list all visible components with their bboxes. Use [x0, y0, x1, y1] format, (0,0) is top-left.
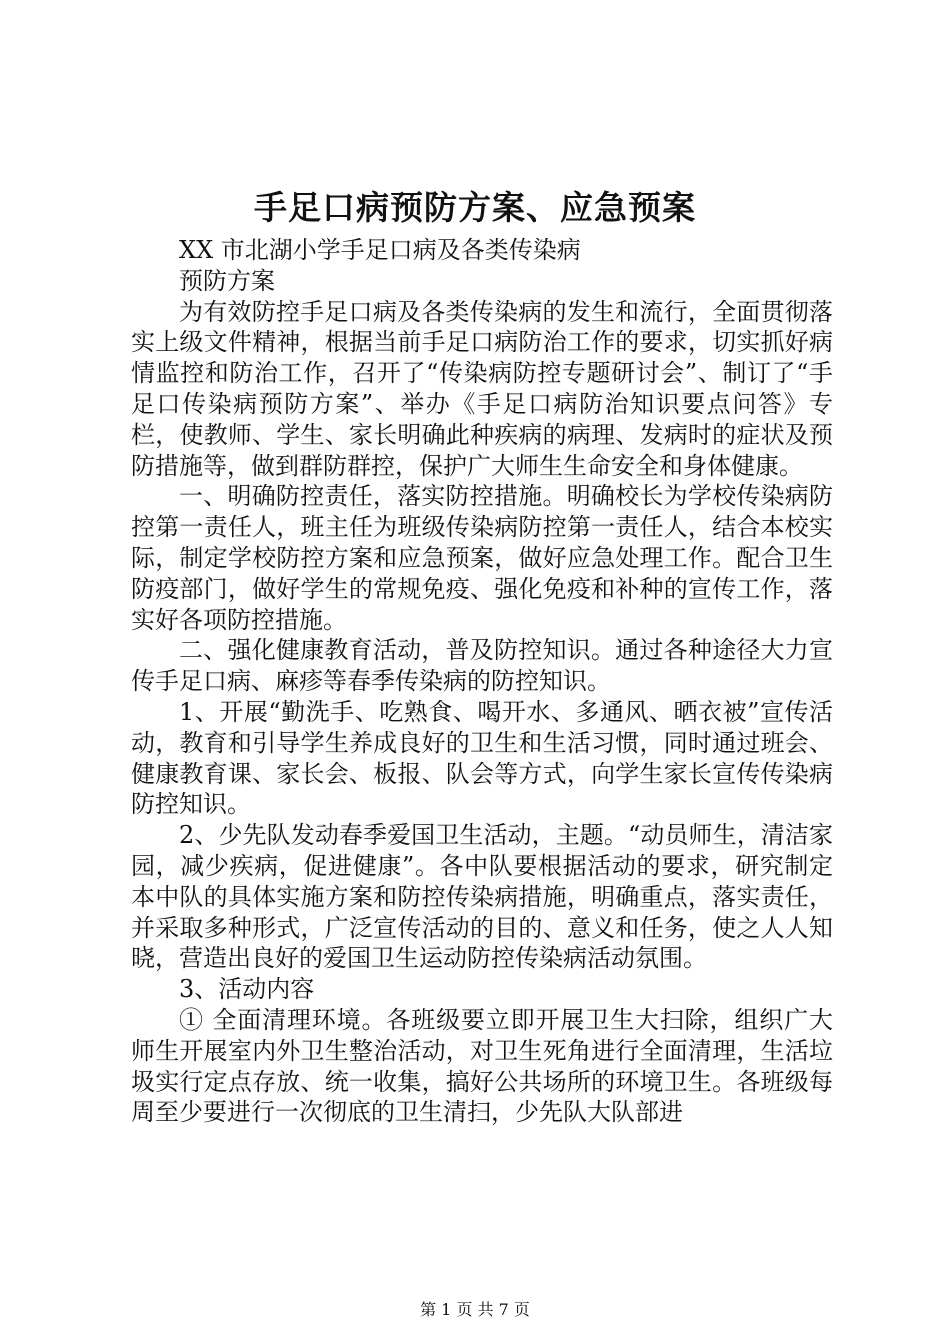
school-heading: XX 市北湖小学手足口病及各类传染病 [179, 236, 581, 264]
section-one-paragraph: 一、明确防控责任，落实防控措施。明确校长为学校传染病防控第一责任人，班主任为班级传染病防控第一责任人，结合本校实际，制定学校防控方案和应急预案，做好应急处理工作。配合卫生防疫部门，做好学生的常规免疫、强化免疫和补种的宣传工作，落实好各项防控措施。 [131, 482, 833, 634]
intro-paragraph: 为有效防控手足口病及各类传染病的发生和流行，全面贯彻落实上级文件精神，根据当前手足口病防治工作的要求，切实抓好病情监控和防治工作，召开了“传染病防控专题研讨会”、制订了“手足口传染病预防方案”、举办《手足口病防治知识要点问答》专栏，使教师、学生、家长明确此种疾病的病理、发病时的症状及预防措施等，做到群防群控，保护广大师生生命安全和身体健康。 [131, 297, 833, 480]
cleanup-paragraph: ① 全面清理环境。各班级要立即开展卫生大扫除，组织广大师生开展室内外卫生整治活动，对卫生死角进行全面清理，生活垃圾实行定点存放、统一收集，搞好公共场所的环境卫生。各班级每周至少要进行一次彻底的卫生清扫，少先队大队部进 [131, 1005, 833, 1127]
item-two-paragraph: 2、少先队发动春季爱国卫生活动，主题。“动员师生，清洁家园，减少疾病，促进健康”。各中队要根据活动的要求，研究制定本中队的具体实施方案和防控传染病措施，明确重点，落实责任，并采取多种形式，广泛宣传活动的目的、意义和任务，使之人人知晓，营造出良好的爱国卫生运动防控传染病活动氛围。 [131, 821, 833, 973]
document-body [131, 235, 833, 1128]
item-three-heading: 3、活动内容 [179, 975, 315, 1004]
plan-heading: 预防方案 [179, 266, 275, 295]
section-two-paragraph: 二、强化健康教育活动，普及防控知识。通过各种途径大力宣传手足口病、麻疹等春季传染病的防控知识。 [131, 636, 833, 696]
item-one-paragraph: 1、开展“勤洗手、吃熟食、喝开水、多通风、晒衣被”宣传活动，教育和引导学生养成良好的卫生和生活习惯，同时通过班会、健康教育课、家长会、板报、队会等方式，向学生家长宣传传染病防控知识。 [131, 697, 833, 819]
page-number-footer: 第 1 页 共 7 页 [420, 1300, 530, 1319]
document-title: 手足口病预防方案、应急预案 [254, 188, 696, 227]
